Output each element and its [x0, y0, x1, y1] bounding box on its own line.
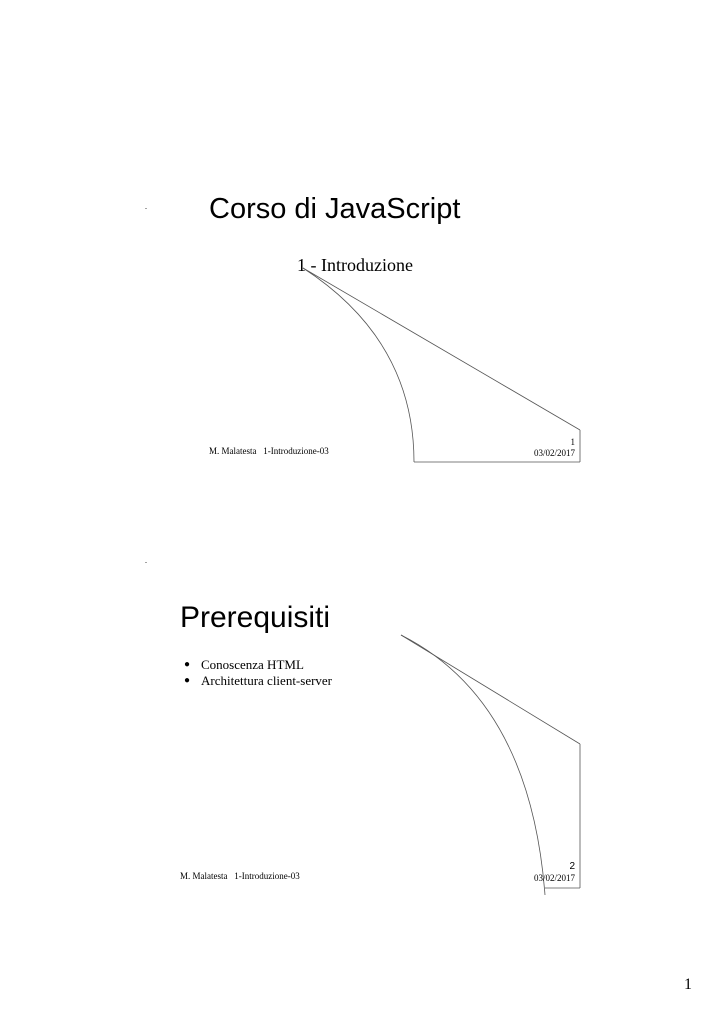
- list-item: [184, 657, 332, 673]
- slide-1: [0, 0, 724, 500]
- slide-1-decoration: [0, 0, 724, 500]
- list-item-text: Conoscenza HTML: [201, 657, 304, 672]
- slide-marker: .: [145, 556, 147, 565]
- slide-title: Prerequisiti: [180, 601, 331, 634]
- bullet-icon: ●: [184, 659, 191, 670]
- slide-subtitle: 1 - Introduzione: [297, 255, 413, 275]
- page-number: 1: [684, 976, 692, 993]
- bullet-list: [184, 657, 332, 689]
- slide-marker: .: [145, 202, 147, 211]
- slide-date: 03/02/2017: [533, 448, 575, 458]
- slide-number: 2: [569, 861, 575, 872]
- slide-2: [0, 500, 724, 920]
- bullet-icon: ●: [184, 675, 191, 686]
- slide-date: 03/02/2017: [533, 873, 575, 883]
- slide-number: 1: [570, 437, 575, 447]
- slide-title: Corso di JavaScript: [209, 193, 461, 225]
- list-item-text: Architettura client-server: [201, 673, 333, 688]
- slide-2-decoration: [0, 500, 724, 920]
- footer-author: M. Malatesta 1-Introduzione-03: [209, 446, 329, 456]
- footer-author: M. Malatesta 1-Introduzione-03: [180, 871, 300, 881]
- list-item: [184, 673, 332, 689]
